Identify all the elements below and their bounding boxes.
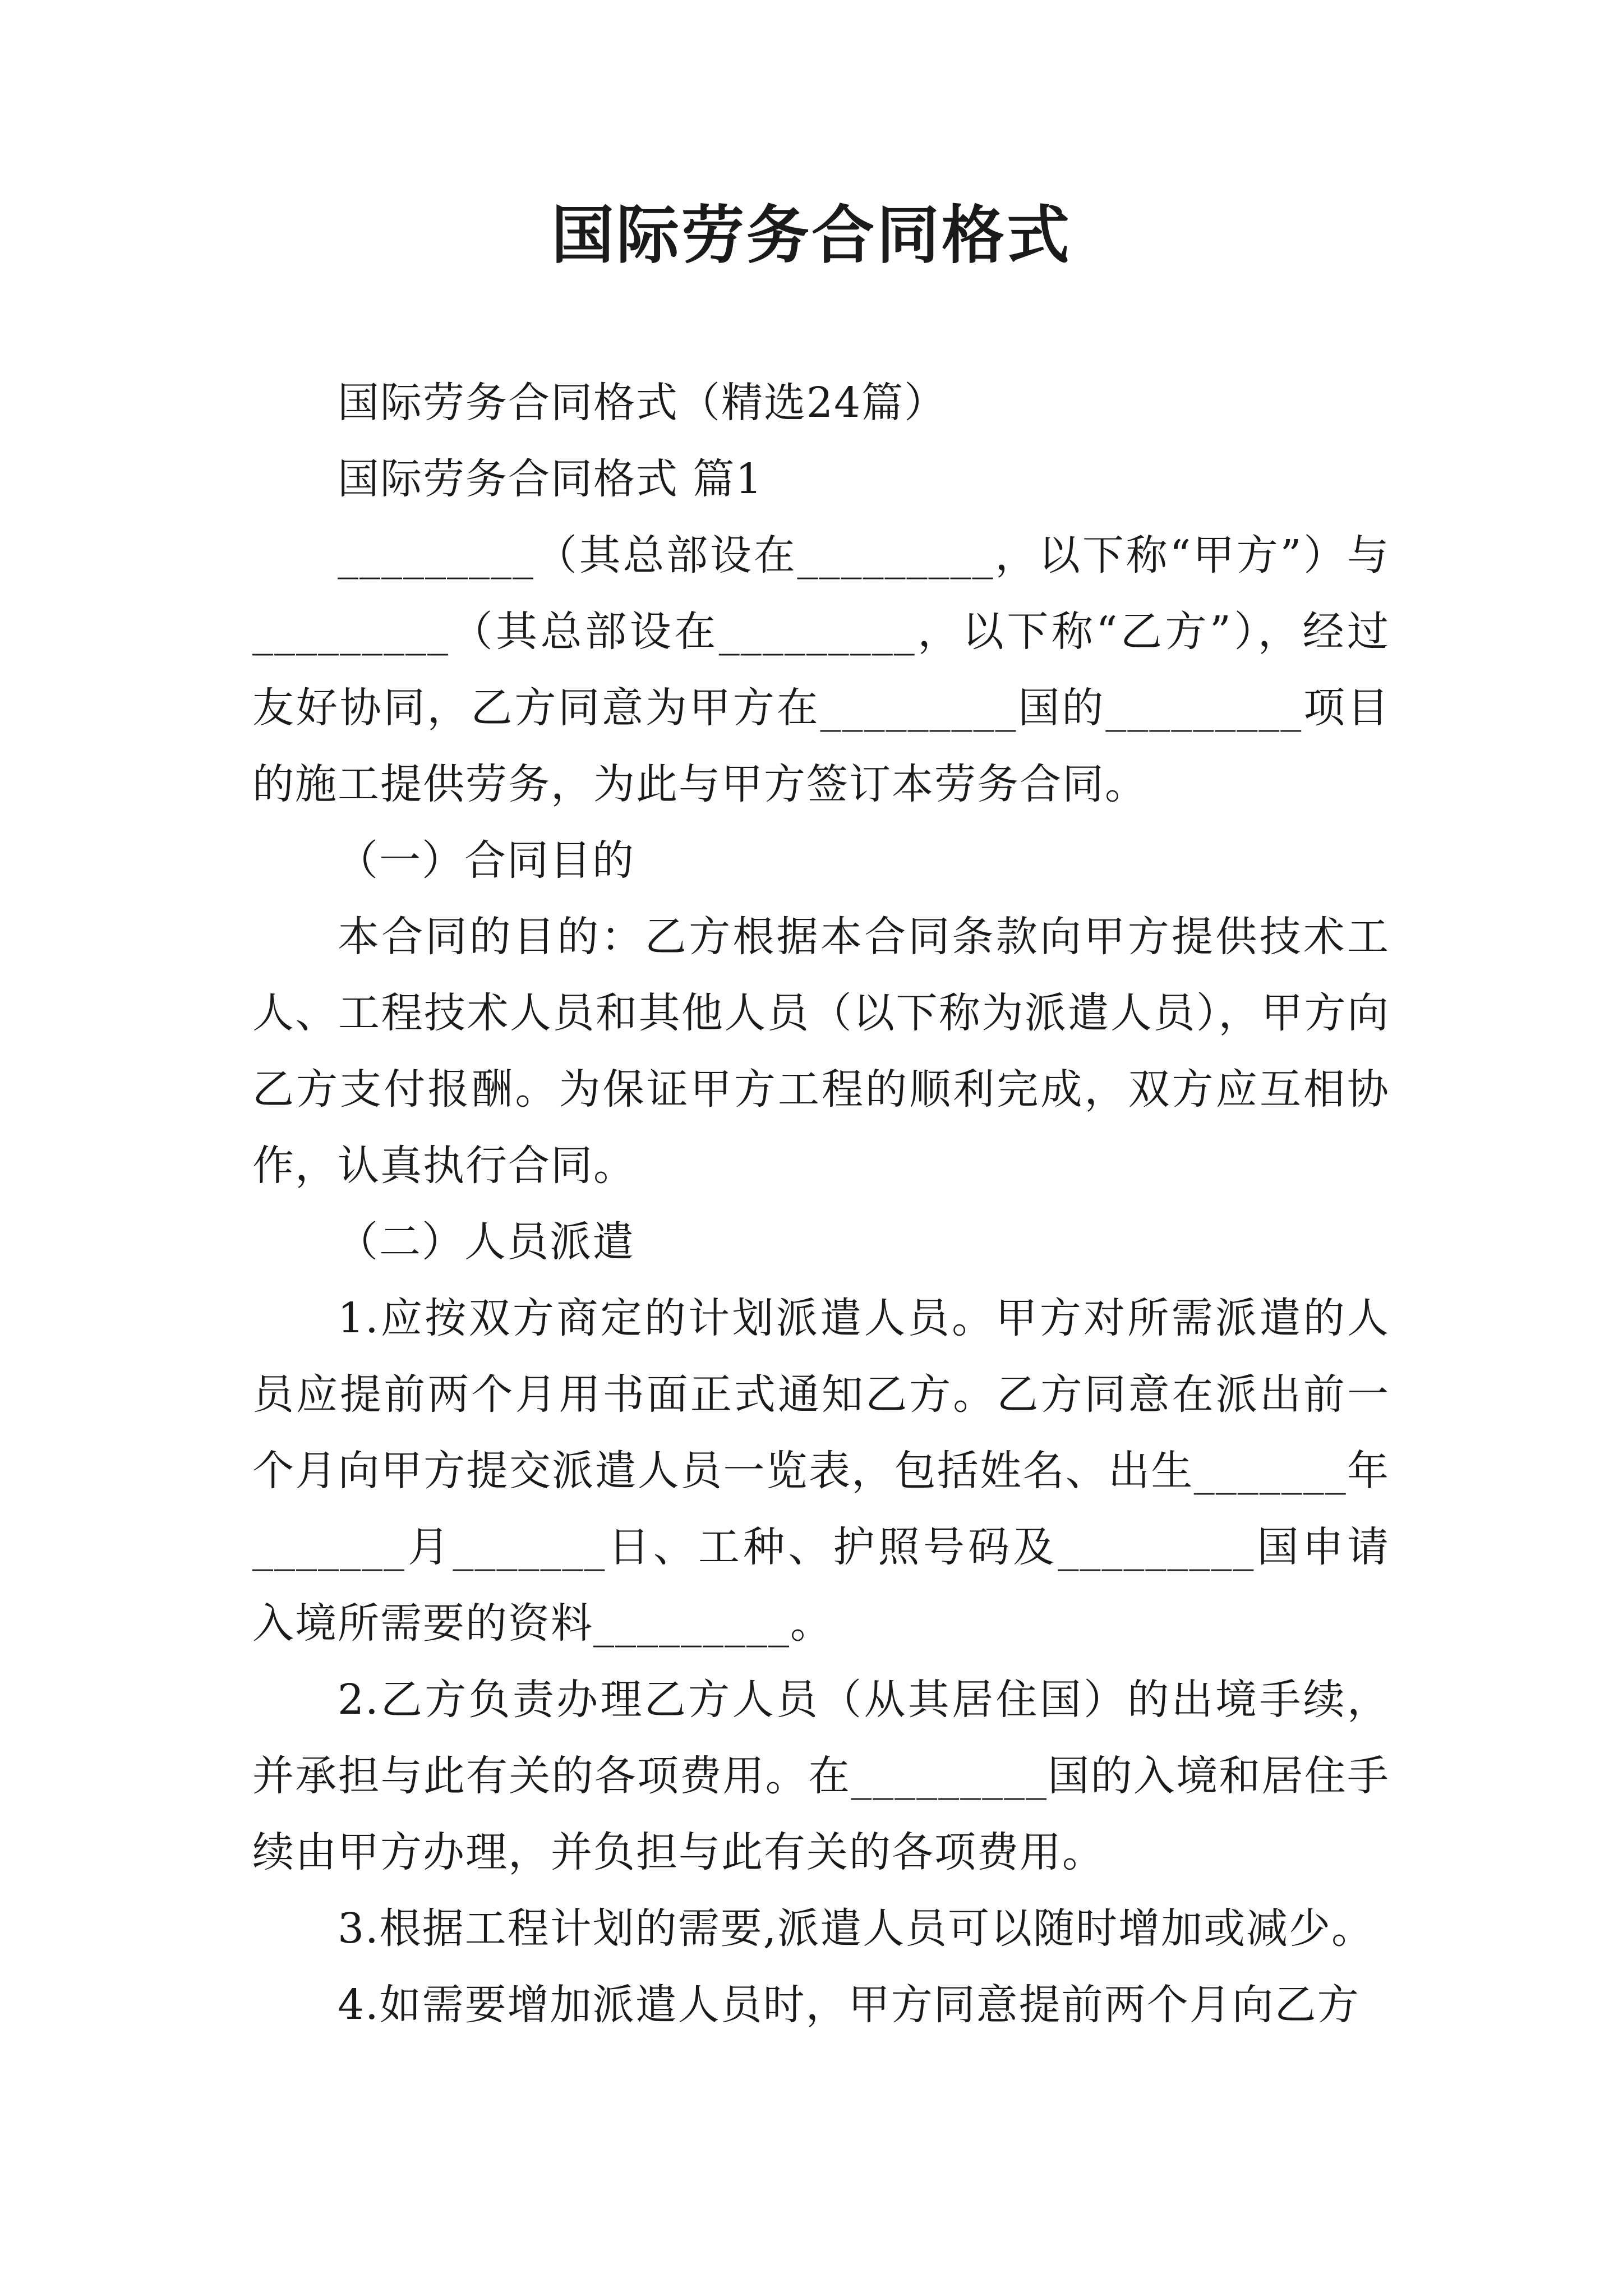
heading-contract-purpose: （一）合同目的 [336,836,635,885]
paragraph-dispatch-item-1: 1.应按双方商定的计划派遣人员。甲方对所需派遣的人员应提前两个月用书面正式通知乙方。乙方同意在派出前一个月向甲方提交派遣人员一览表，包括姓名、出生_______年_______月_______日、工种、护照号码及_________国申请入境所需要的资料_________。 [252,1294,1390,1648]
document-body [252,365,1390,2043]
paragraph-dispatch-item-3: 3.根据工程计划的需要,派遣人员可以随时增加或减少。 [338,1904,1375,1953]
paragraph-contract-purpose: 本合同的目的：乙方根据本合同条款向甲方提供技术工人、工程技术人员和其他人员（以下称为派遣人员），甲方向乙方支付报酬。为保证甲方工程的顺利完成，双方应互相协作，认真执行合同。 [252,913,1390,1190]
paragraph-dispatch-item-4: 4.如需要增加派遣人员时，甲方同意提前两个月向乙方 [338,1981,1360,2029]
document-title: 国际劳务合同格式 [551,199,1072,272]
paragraph-dispatch-item-2: 2.乙方负责办理乙方人员（从其居住国）的出境手续，并承担与此有关的各项费用。在_________国的入境和居住手续由甲方办理，并负担与此有关的各项费用。 [252,1676,1390,1876]
paragraph-collection-title: 国际劳务合同格式（精选24篇） [338,379,947,427]
paragraph-parties: _________（其总部设在_________，以下称“甲方”）与_________（其总部设在_________，以下称“乙方”），经过友好协同，乙方同意为甲方在_________国的_________项目的施工提供劳务，为此与甲方签订本劳务合同。 [252,531,1390,808]
paragraph-section-title: 国际劳务合同格式 篇1 [338,455,763,503]
heading-personnel-dispatch: （二）人员派遣 [336,1218,635,1266]
